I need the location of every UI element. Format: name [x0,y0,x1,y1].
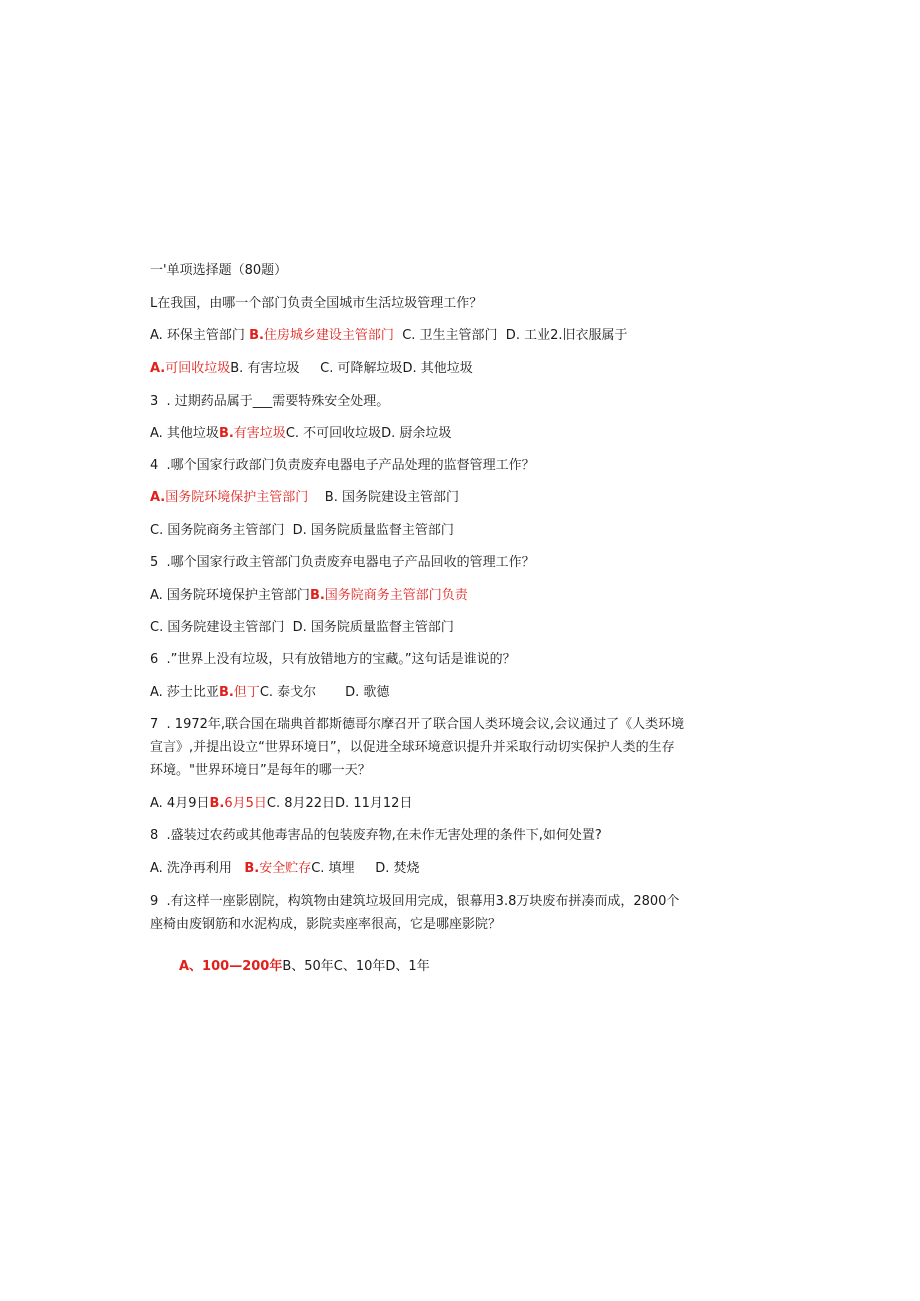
options-rest: C. 泰戈尔 D. 歌德 [259,685,390,700]
answer-text: 国务院环境保护主管部门 [165,490,309,505]
question-4-options-1 [150,488,459,508]
question-5-options-2: C. 国务院建设主管部门 D. 国务院质量监督主管部门 [150,620,454,635]
question-9-line-1: 9 .有这样一座影剧院，构筑物由建筑垃圾回用完成，银幕用3.8万块废布拼凑而成，2800个 [150,894,680,909]
question-7-options [150,794,412,814]
question-5: 5 .哪个国家行政主管部门负责废弃电器电子产品回收的管理工作？ [150,555,535,570]
answer-letter: B. [309,588,325,603]
answer-letter: B. [218,426,234,441]
section-title: 一'单项选择题（80题） [150,263,288,278]
question-8: 8 .盛装过农药或其他毒害品的包装废弃物,在未作无害处理的条件下,如何处置? [150,828,602,843]
answer-letter: A. [150,490,166,505]
question-3: 3 . 过期药品属于___需要特殊安全处理。 [150,394,390,409]
options-rest: C. 8月22日D. 11月12日 [266,796,413,811]
answer-letter: B. [218,685,234,700]
answer-letter: B. [244,861,260,876]
question-8-options [150,859,419,879]
options-rest: B. 国务院建设主管部门 [308,490,459,505]
options-rest: C. 填埋 D. 焚烧 [311,861,420,876]
question-3-options [150,424,451,444]
option-a: A. 洗净再利用 [150,861,245,876]
answer-text: 6月5日 [224,796,267,811]
options-rest: B. 有害垃圾 C. 可降解垃圾D. 其他垃圾 [230,361,473,376]
question-1: L在我国，由哪一个部门负责全国城市生活垃圾管理工作？ [150,296,483,311]
option-a: A. 其他垃圾 [150,426,219,441]
question-7-line-2: 宣言》,并提出设立“世界环境日”，以促进全球环境意识提升并采取行动切实保护人类的生存 [150,740,675,755]
question-6-options [150,683,389,703]
options-rest: C. 卫生主管部门 D. 工业2.旧衣服属于 [393,328,628,343]
answer-letter: A. [150,361,166,376]
answer-text: 安全贮存 [259,861,312,876]
answer-letter: B. [209,796,225,811]
question-1-options [150,326,628,346]
question-6: 6 .”世界上没有垃圾，只有放错地方的宝藏。”这句话是谁说的？ [150,652,516,667]
answer-letter: B. [249,328,264,343]
answer-text: 但丁 [233,685,260,700]
options-rest: B、50年C、10年D、1年 [282,959,430,974]
question-7-line-3: 环境。"世界环境日”是每年的哪一天？ [150,763,371,778]
question-4: 4 .哪个国家行政部门负责废弃电器电子产品处理的监督管理工作？ [150,458,535,473]
options-rest: C. 不可回收垃圾D. 厨余垃圾 [285,426,452,441]
option-a: A. 环保主管部门 [150,328,250,343]
option-a: A. 4月9日 [150,796,210,811]
question-4-options-2: C. 国务院商务主管部门 D. 国务院质量监督主管部门 [150,523,454,538]
option-a: A. 国务院环境保护主管部门 [150,588,310,603]
option-a: A. 莎士比亚 [150,685,219,700]
question-2-options [150,359,473,379]
answer-text: 住房城乡建设主管部门 [263,328,394,343]
question-7-line-1: 7 . 1972年,联合国在瑞典首都斯德哥尔摩召开了联合国人类环境会议,会议通过了《人类环境 [150,717,685,732]
question-10-options [179,957,430,977]
question-5-options-1 [150,586,468,606]
answer-text: 可回收垃圾 [165,361,231,376]
answer-text: A、100—200年 [179,959,283,974]
answer-text: 国务院商务主管部门负责 [324,588,468,603]
question-9-line-2: 座椅由废钢筋和水泥构成，影院卖座率很高，它是哪座影院？ [150,917,502,932]
answer-text: 有害垃圾 [233,426,286,441]
